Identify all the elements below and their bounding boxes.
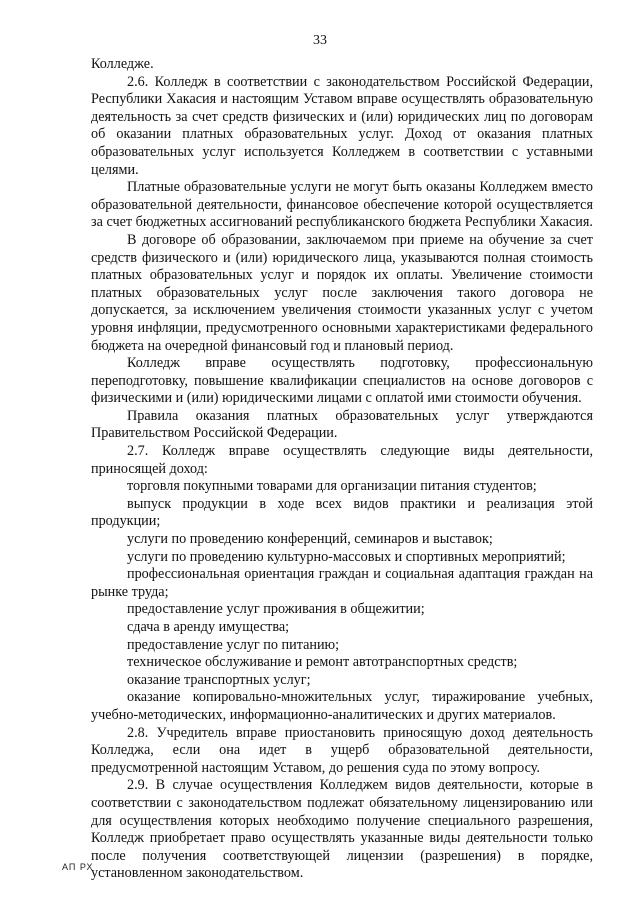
list-item: техническое обслуживание и ремонт автотранспортных средств; <box>127 654 518 671</box>
paragraph-education-contract: В договоре об образовании, заключаемом при приеме на обучение за счет средств физического и (или) юридического лица, указываются полная стоимость платных образовательных услуг и порядок их оплаты. Увеличение стоимости платных образовательных услуг после заключения такого договора не допускается, за исключением увеличения стоимости указанных услуг с учетом уровня инфляции, предусмотренного основными характеристиками федерального бюджета на очередной финансовый год и плановый период. <box>91 231 593 354</box>
income-activities-list <box>91 478 593 724</box>
paragraph-training-rights: Колледж вправе осуществлять подготовку, профессиональную переподготовку, повышение квалификации специалистов на основе договоров с физическими и (или) юридическими лицами с оплатой ими стоимости обучения. <box>91 355 593 407</box>
list-item: предоставление услуг проживания в общежитии; <box>127 601 425 618</box>
paragraph-2-8: 2.8. Учредитель вправе приостановить приносящую доход деятельность Колледжа, если она идет в ущерб образовательной деятельности, предусмотренной настоящим Уставом, до решения суда по этому вопросу. <box>91 724 593 776</box>
list-item: оказание копировально-множительных услуг, тиражирование учебных, учебно-методических, информационно-аналитических и других материалов. <box>91 689 593 723</box>
list-item: сдача в аренду имущества; <box>127 619 290 635</box>
footer-mark: АП РХ <box>62 862 94 872</box>
paragraph-rules: Правила оказания платных образовательных услуг утверждаются Правительством Российской Федерации. <box>91 407 593 442</box>
paragraph-paid-services-limit: Платные образовательные услуги не могут быть оказаны Колледжем вместо образовательной деятельности, финансовое обеспечение которой осуществляется за счет бюджетных ассигнований республиканского бюджета Республики Хакасия. <box>91 179 593 231</box>
list-item: услуги по проведению культурно-массовых и спортивных мероприятий; <box>127 548 566 565</box>
paragraph-2-7: 2.7. Колледж вправе осуществлять следующие виды деятельности, приносящей доход: <box>91 443 593 477</box>
list-item: предоставление услуг по питанию; <box>127 636 340 653</box>
list-item: оказание транспортных услуг; <box>127 671 311 688</box>
list-item: выпуск продукции в ходе всех видов практики и реализация этой продукции; <box>91 495 593 530</box>
list-item: профессиональная ориентация граждан и социальная адаптация граждан на рынке труда; <box>91 566 593 600</box>
paragraph-continuation: Колледже. <box>91 56 154 72</box>
paragraph-2-9: 2.9. В случае осуществления Колледжем видов деятельности, которые в соответствии с законодательством подлежат обязательному лицензированию или для осуществления которых необходимо получение специального разрешения, Колледж приобретает право осуществлять указанные виды деятельности только после получения соответствующей лицензии (разрешения) в порядке, установленном законодательством. <box>91 777 593 882</box>
page-number: 33 <box>313 33 327 48</box>
document-body <box>91 56 593 883</box>
paragraph-2-6: 2.6. Колледж в соответствии с законодательством Российской Федерации, Республики Хакасия и настоящим Уставом вправе осуществлять образовательную деятельность за счет средств физических и (или) юридических лиц по договорам об оказании платных образовательных услуг. Доход от оказания платных образовательных услуг используется Колледжем в соответствии с уставными целями. <box>91 73 593 178</box>
list-item: услуги по проведению конференций, семинаров и выставок; <box>127 531 493 548</box>
list-item: торговля покупными товарами для организации питания студентов; <box>127 478 537 495</box>
